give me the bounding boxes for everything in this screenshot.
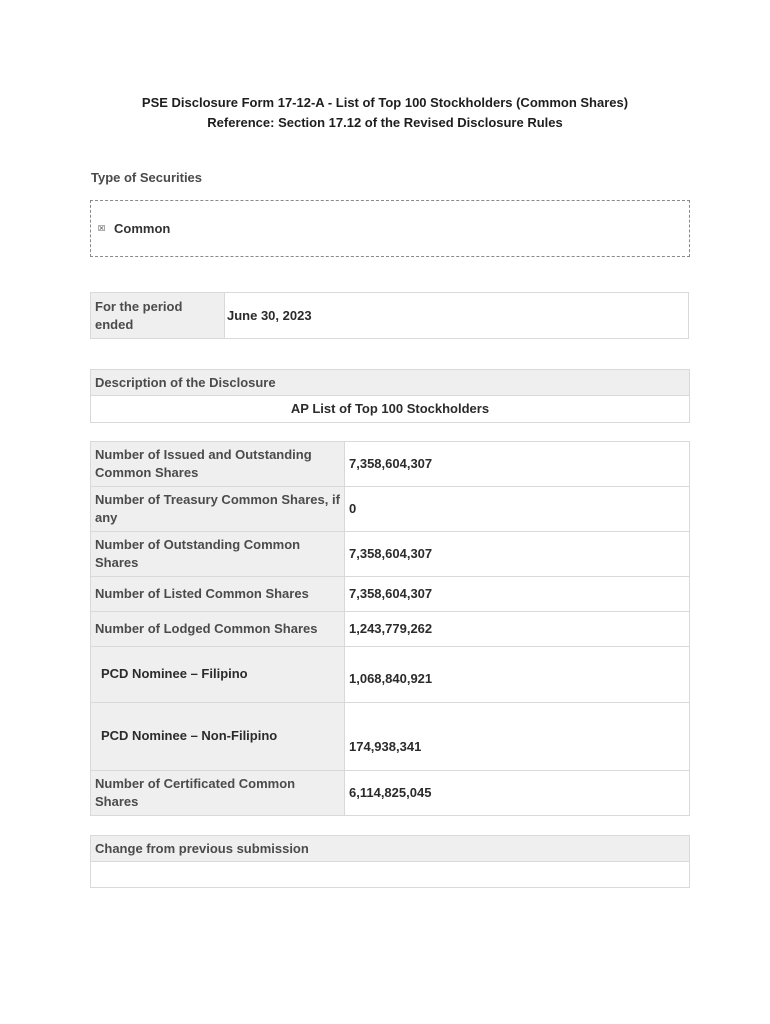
securities-type-value: Common — [114, 221, 171, 236]
form-header — [0, 93, 770, 133]
table-row — [91, 532, 690, 577]
form-title: PSE Disclosure Form 17-12-A - List of Top 100 Stockholders (Common Shares) — [141, 95, 629, 110]
outstanding-shares-label: Number of Outstanding Common Shares — [91, 532, 345, 577]
issued-shares-label: Number of Issued and Outstanding Common Shares — [91, 442, 345, 487]
table-row — [91, 442, 690, 487]
description-value: AP List of Top 100 Stockholders — [91, 396, 690, 423]
period-label: For the period ended — [91, 293, 225, 339]
pcd-filipino-label: PCD Nominee – Filipino — [91, 647, 345, 703]
treasury-shares-value: 0 — [345, 487, 690, 532]
listed-shares-value: 7,358,604,307 — [345, 577, 690, 612]
change-value — [91, 862, 690, 888]
type-of-securities-label: Type of Securities — [91, 170, 203, 185]
period-table — [90, 292, 689, 339]
description-label: Description of the Disclosure — [91, 370, 690, 396]
pcd-nonfilipino-label: PCD Nominee – Non-Filipino — [91, 703, 345, 771]
securities-type-box — [90, 200, 690, 257]
pcd-nonfilipino-value: 174,938,341 — [345, 703, 690, 771]
lodged-shares-label: Number of Lodged Common Shares — [91, 612, 345, 647]
change-label: Change from previous submission — [91, 836, 690, 862]
table-row — [91, 612, 690, 647]
lodged-shares-value: 1,243,779,262 — [345, 612, 690, 647]
outstanding-shares-value: 7,358,604,307 — [345, 532, 690, 577]
pcd-filipino-value: 1,068,840,921 — [345, 647, 690, 703]
checked-box-icon: ☒ — [98, 224, 105, 233]
listed-shares-label: Number of Listed Common Shares — [91, 577, 345, 612]
table-row — [91, 703, 690, 771]
shares-table — [90, 441, 690, 816]
period-row — [91, 293, 689, 339]
form-reference: Reference: Section 17.12 of the Revised Disclosure Rules — [207, 115, 563, 130]
table-row — [91, 771, 690, 816]
certificated-shares-value: 6,114,825,045 — [345, 771, 690, 816]
issued-shares-value: 7,358,604,307 — [345, 442, 690, 487]
table-row — [91, 487, 690, 532]
period-value: June 30, 2023 — [225, 293, 689, 339]
treasury-shares-label: Number of Treasury Common Shares, if any — [91, 487, 345, 532]
description-table — [90, 369, 690, 423]
certificated-shares-label: Number of Certificated Common Shares — [91, 771, 345, 816]
table-row — [91, 647, 690, 703]
table-row — [91, 577, 690, 612]
change-table — [90, 835, 690, 888]
